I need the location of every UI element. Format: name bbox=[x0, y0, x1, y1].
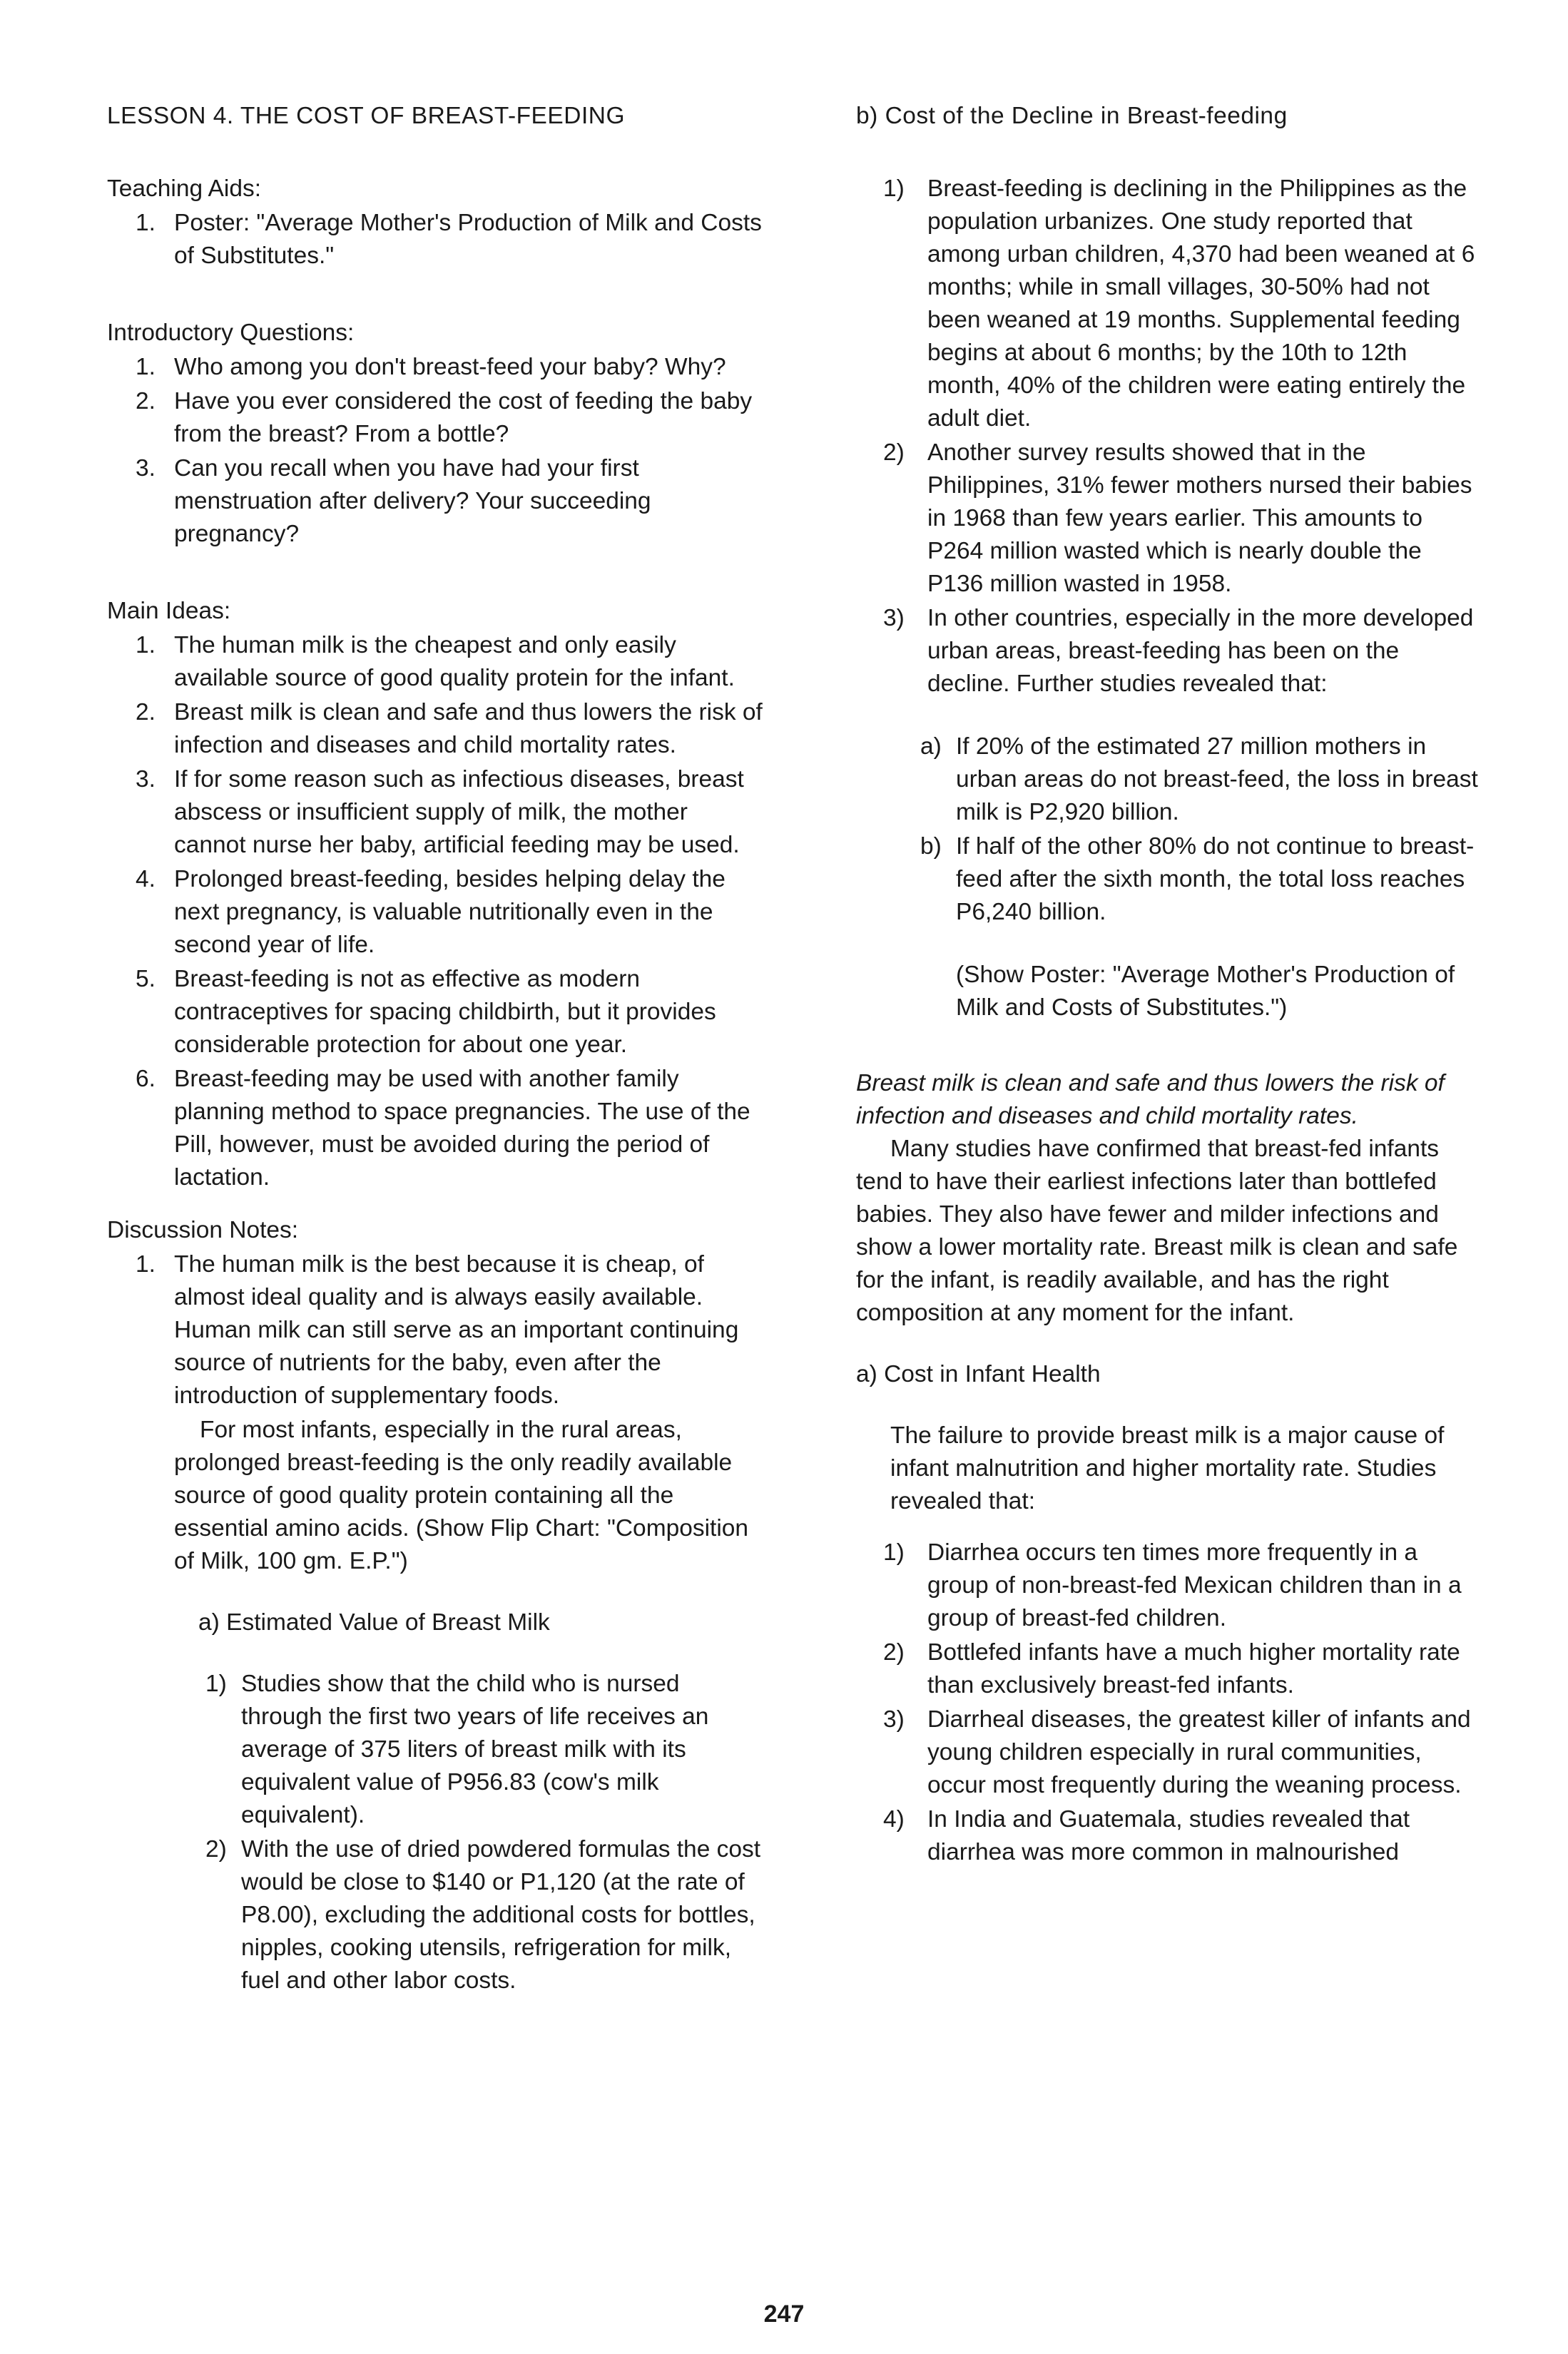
item-text: Studies show that the child who is nursed through the first two years of life receives an average of 375 liters of breast milk with its equivalent value of P956.83 (cow's milk equivalent). bbox=[241, 1671, 709, 1828]
show-poster-note: (Show Poster: "Average Mother's Production of Milk and Costs of Substitutes.") bbox=[956, 962, 1455, 1021]
list-item bbox=[107, 385, 763, 451]
list-item bbox=[856, 1537, 1484, 1635]
list-item bbox=[107, 863, 763, 962]
page-number: 247 bbox=[763, 2300, 805, 2328]
item-text: Can you recall when you have had your first menstruation after delivery? Your succeeding pregnancy? bbox=[174, 455, 651, 547]
item-number: 3. bbox=[136, 766, 156, 793]
item-number: 2) bbox=[883, 1639, 905, 1666]
item-text: If 20% of the estimated 27 million mothers in urban areas do not breast-feed, the loss in breast milk is P2,920 billion. bbox=[956, 733, 1478, 825]
item-number: 6. bbox=[136, 1066, 156, 1092]
item-text: Poster: "Average Mother's Production of Milk and Costs of Substitutes." bbox=[174, 210, 762, 269]
list-item bbox=[856, 1803, 1484, 1869]
right-column bbox=[856, 100, 1484, 1870]
item-number: 1. bbox=[136, 210, 156, 236]
item-number: 1. bbox=[136, 1251, 156, 1278]
item-text: Bottlefed infants have a much higher mortality rate than exclusively breast-fed infants. bbox=[927, 1639, 1460, 1698]
item-number: 1. bbox=[136, 632, 156, 658]
item-number: 2. bbox=[136, 388, 156, 414]
item-number: 4) bbox=[883, 1806, 905, 1833]
paragraph-text: For most infants, especially in the rural areas, prolonged breast-feeding is the only readily available source of good quality protein containing all the essential amino acids. (Show Flip Chart: "Composition of Milk, 100 gm. E.P.") bbox=[174, 1417, 749, 1574]
item-text: The human milk is the best because it is cheap, of almost ideal quality and is always easily available. Human milk can still serve as an important continuing source of nutrients for the baby, even after the introduction of supplementary foods. bbox=[174, 1251, 739, 1409]
item-number: 5. bbox=[136, 966, 156, 992]
item-text: If for some reason such as infectious diseases, breast abscess or insufficient supply of milk, the mother cannot nurse her baby, artificial feeding may be used. bbox=[174, 766, 744, 858]
main-ideas-heading: Main Ideas: bbox=[107, 598, 231, 624]
item-number: a) bbox=[920, 733, 942, 760]
list-item bbox=[107, 763, 763, 862]
list-item bbox=[107, 696, 763, 762]
item-text: Have you ever considered the cost of feeding the baby from the breast? From a bottle? bbox=[174, 388, 753, 447]
item-number: 2) bbox=[883, 439, 905, 466]
item-text: Breast-feeding is not as effective as modern contraceptives for spacing childbirth, but it provides considerable protection for about one year. bbox=[174, 966, 716, 1058]
list-item bbox=[107, 1833, 763, 1997]
list-item bbox=[107, 207, 763, 272]
item-text: Breast-feeding may be used with another family planning method to space pregnancies. The use of the Pill, however, must be avoided during the period of lactation. bbox=[174, 1066, 750, 1191]
list-item bbox=[856, 1703, 1484, 1802]
list-item bbox=[107, 1063, 763, 1194]
item-number: 4. bbox=[136, 866, 156, 892]
list-item bbox=[107, 351, 763, 384]
item-text: Another survey results showed that in the Philippines, 31% fewer mothers nursed their babies in 1968 than few years earlier. This amounts to P264 million wasted which is nearly double the P136 million wasted in 1958. bbox=[927, 439, 1472, 597]
item-number: b) bbox=[920, 833, 942, 860]
introductory-questions-heading: Introductory Questions: bbox=[107, 320, 355, 346]
list-item bbox=[856, 830, 1484, 929]
list-item bbox=[107, 629, 763, 695]
list-item bbox=[107, 963, 763, 1061]
item-number: 3) bbox=[883, 605, 905, 631]
lesson-title: LESSON 4. THE COST OF BREAST-FEEDING bbox=[107, 103, 625, 129]
item-number: 1) bbox=[883, 1539, 905, 1566]
item-number: 1) bbox=[883, 175, 905, 202]
italic-heading: Breast milk is clean and safe and thus lowers the risk of infection and diseases and child mortality rates. bbox=[856, 1070, 1445, 1129]
discussion-notes-heading: Discussion Notes: bbox=[107, 1217, 299, 1243]
item-text: If half of the other 80% do not continue to breast-feed after the sixth month, the total loss reaches P6,240 billion. bbox=[956, 833, 1475, 925]
item-text: With the use of dried powdered formulas the cost would be close to $140 or P1,120 (at the rate of P8.00), excluding the additional costs for bottles, nipples, cooking utensils, refrigeration for milk, fuel and other labor costs. bbox=[241, 1836, 761, 1994]
item-text: In India and Guatemala, studies revealed that diarrhea was more common in malnourished bbox=[927, 1806, 1410, 1865]
item-text: Diarrheal diseases, the greatest killer of infants and young children especially in rural communities, occur most frequently during the weaning process. bbox=[927, 1706, 1471, 1798]
item-text: Breast-feeding is declining in the Philippines as the population urbanizes. One study reported that among urban children, 4,370 had been weaned at 6 months; while in small villages, 30-50% had not been weaned at 19 months. Supplemental feeding begins at about 6 months; by the 10th to 12th month, 40% of the children were eating entirely the adult diet. bbox=[927, 175, 1475, 432]
item-number: 1) bbox=[205, 1671, 227, 1697]
discussion-paragraph bbox=[107, 1414, 763, 1578]
item-number: 2) bbox=[205, 1836, 227, 1863]
section-a-label: a) Estimated Value of Breast Milk bbox=[198, 1609, 550, 1636]
item-number: 2. bbox=[136, 699, 156, 725]
list-item bbox=[856, 437, 1484, 601]
item-number: 3) bbox=[883, 1706, 905, 1733]
item-text: The human milk is the cheapest and only easily available source of good quality protein for the infant. bbox=[174, 632, 735, 691]
section-a-infant-label: a) Cost in Infant Health bbox=[856, 1361, 1101, 1387]
item-number: 1. bbox=[136, 354, 156, 380]
item-number: 3. bbox=[136, 455, 156, 482]
list-item bbox=[107, 1248, 763, 1412]
item-text: In other countries, especially in the more developed urban areas, breast-feeding has been on the decline. Further studies revealed that: bbox=[927, 605, 1474, 697]
item-text: Prolonged breast-feeding, besides helping delay the next pregnancy, is valuable nutritionally even in the second year of life. bbox=[174, 866, 726, 958]
item-text: Who among you don't breast-feed your baby? Why? bbox=[174, 354, 726, 380]
list-item bbox=[856, 602, 1484, 700]
list-item bbox=[856, 1636, 1484, 1702]
section-b-label: b) Cost of the Decline in Breast-feeding bbox=[856, 103, 1288, 129]
list-item bbox=[856, 730, 1484, 829]
item-text: Diarrhea occurs ten times more frequently in a group of non-breast-fed Mexican children than in a group of breast-fed children. bbox=[927, 1539, 1462, 1631]
left-column bbox=[107, 100, 763, 1999]
list-item bbox=[107, 452, 763, 551]
list-item bbox=[856, 173, 1484, 435]
body-paragraph: Many studies have confirmed that breast-fed infants tend to have their earliest infections later than bottlefed babies. They also have fewer and milder infections and show a lower mortality rate. Breast milk is clean and safe for the infant, is readily available, and has the right composition at any moment for the infant. bbox=[856, 1136, 1458, 1326]
item-text: Breast milk is clean and safe and thus lowers the risk of infection and diseases and child mortality rates. bbox=[174, 699, 763, 758]
infant-intro: The failure to provide breast milk is a major cause of infant malnutrition and higher mortality rate. Studies revealed that: bbox=[890, 1422, 1445, 1514]
list-item bbox=[107, 1668, 763, 1832]
teaching-aids-heading: Teaching Aids: bbox=[107, 175, 262, 202]
